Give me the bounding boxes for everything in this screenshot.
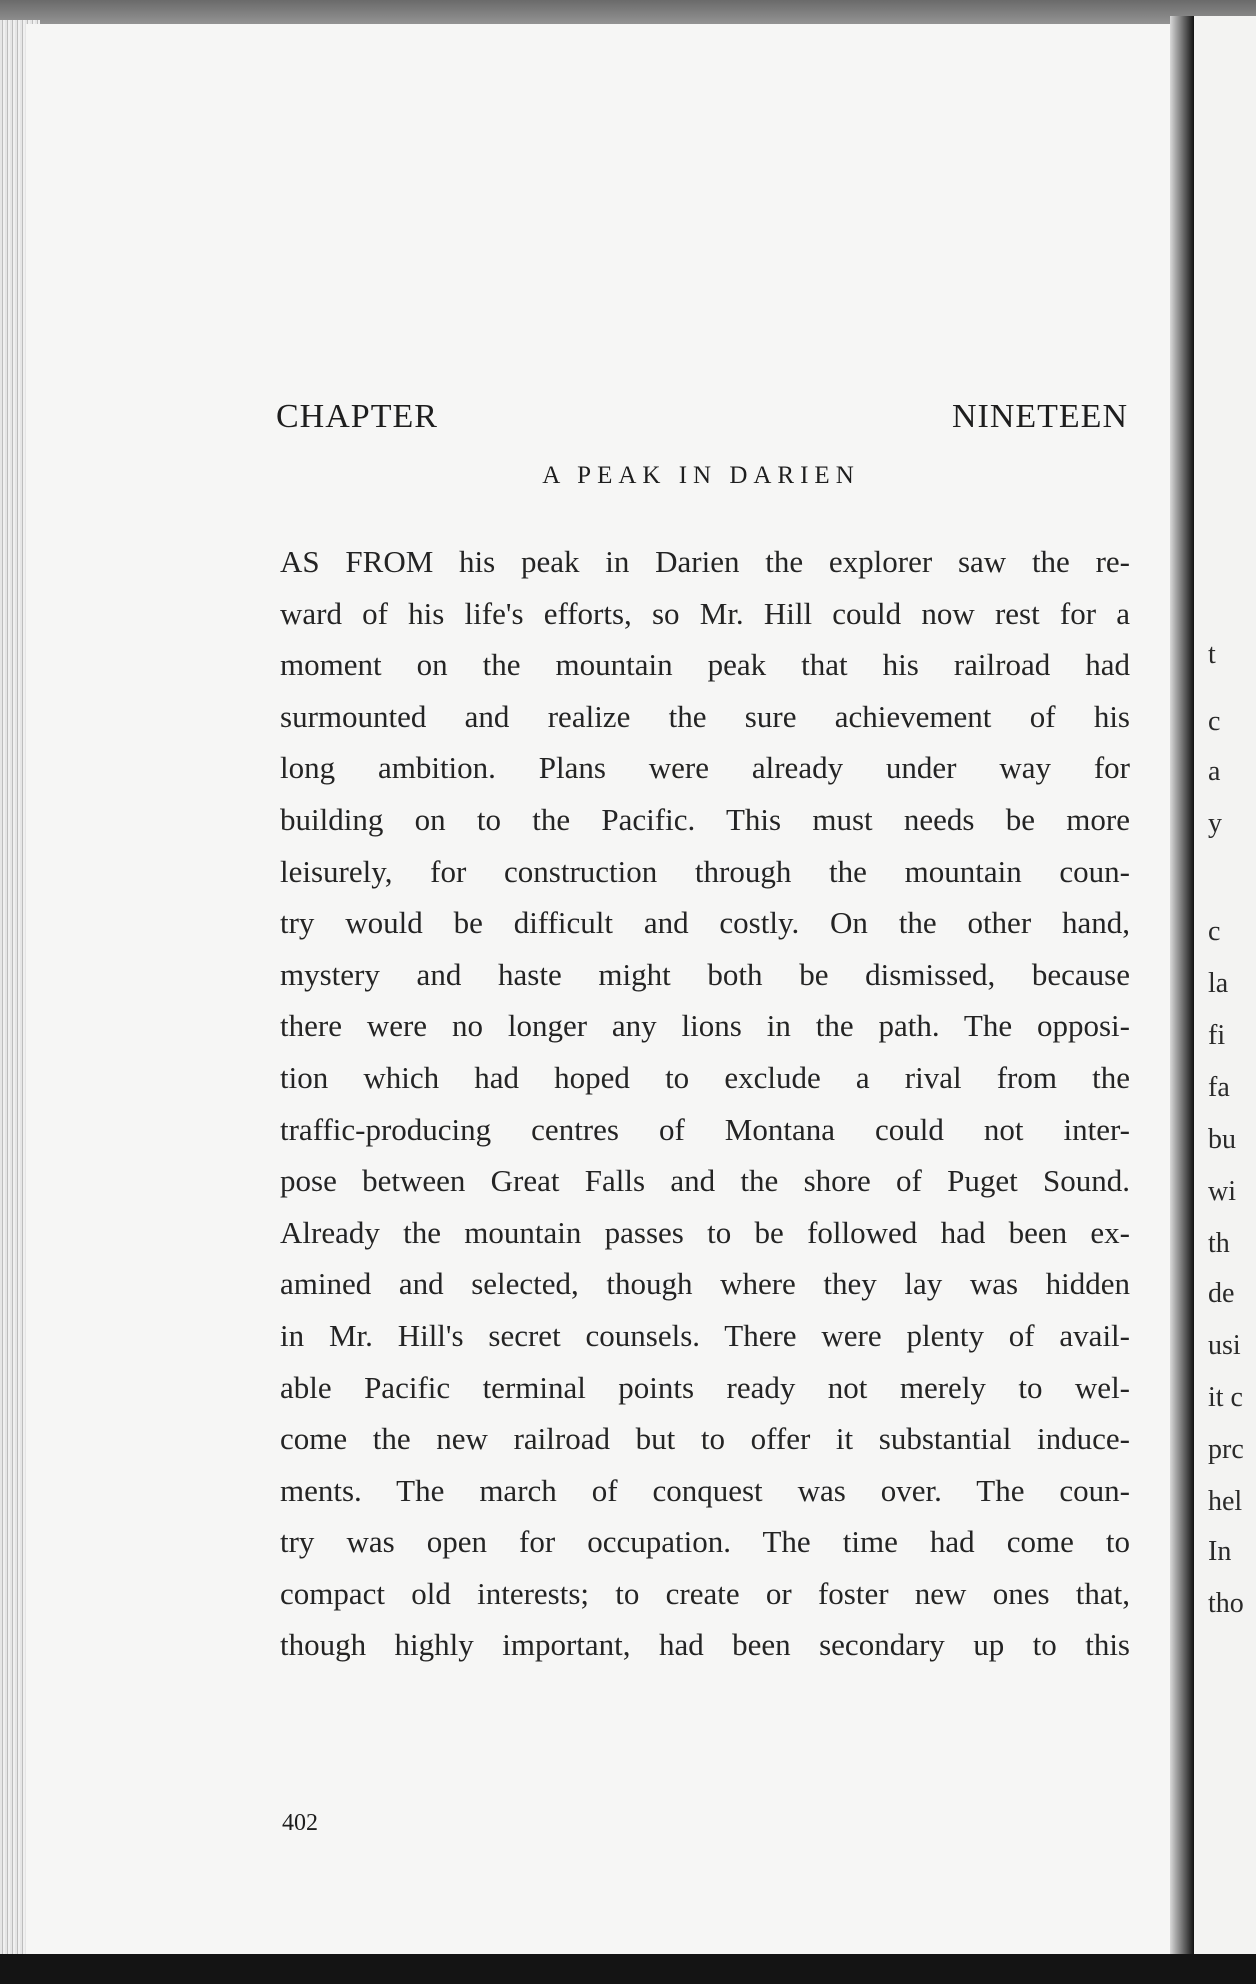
text-line: come the new railroad but to offer it substantial induce- [280, 1421, 1130, 1457]
text-line: traffic-producing centres of Montana could not inter- [280, 1111, 1130, 1147]
text-line: able Pacific terminal points ready not merely to wel- [280, 1369, 1130, 1405]
chapter-title: A PEAK IN DARIEN [542, 462, 860, 489]
facing-page-fragment: a [1208, 756, 1221, 787]
facing-page-fragment: prc [1208, 1434, 1244, 1465]
text-line: long ambition. Plans were already under way for [280, 750, 1130, 786]
facing-page-fragment: bu [1208, 1124, 1236, 1155]
text-line: Already the mountain passes to be followed had been ex- [280, 1214, 1130, 1250]
facing-page-fragment: la [1208, 968, 1229, 999]
chapter-label: CHAPTER [276, 398, 438, 435]
text-line: ward of his life's efforts, so Mr. Hill could now rest for a [280, 595, 1130, 631]
text-line: amined and selected, though where they lay was hidden [280, 1266, 1130, 1302]
text-line: there were no longer any lions in the path. The opposi- [280, 1008, 1130, 1044]
text-line: ments. The march of conquest was over. The coun- [280, 1472, 1130, 1508]
text-line: in Mr. Hill's secret counsels. There were plenty of avail- [280, 1317, 1130, 1353]
text-line: try would be difficult and costly. On the other hand, [280, 905, 1130, 941]
text-line: though highly important, had been secondary up to this [280, 1627, 1130, 1663]
facing-page-fragment: fi [1208, 1020, 1226, 1051]
text-line: leisurely, for construction through the mountain coun- [280, 853, 1130, 889]
facing-page-fragment: y [1208, 808, 1222, 839]
facing-page-fragment: c [1208, 916, 1221, 947]
chapter-number: NINETEEN [951, 398, 1128, 435]
text-line: building on to the Pacific. This must needs be more [280, 801, 1130, 837]
text-line: moment on the mountain peak that his railroad had [280, 647, 1130, 683]
page-number: 402 [282, 1810, 318, 1836]
text-line: try was open for occupation. The time had come to [280, 1524, 1130, 1560]
facing-page-fragment: th [1208, 1228, 1230, 1259]
facing-page-fragment: c [1208, 706, 1221, 737]
facing-page-fragment: wi [1208, 1176, 1236, 1207]
facing-page-fragment: tho [1208, 1588, 1244, 1619]
facing-page-fragment: it c [1208, 1382, 1243, 1413]
body-text [280, 536, 1130, 1671]
facing-page [1194, 16, 1256, 1960]
facing-page-fragment: usi [1208, 1330, 1241, 1361]
facing-page-fragment: hel [1208, 1486, 1243, 1517]
text-line: pose between Great Falls and the shore of Puget Sound. [280, 1163, 1130, 1199]
scan-bottom-edge [0, 1954, 1256, 1984]
text-line: AS FROM his peak in Darien the explorer saw the re- [280, 544, 1130, 579]
facing-page-fragment: fa [1208, 1072, 1230, 1103]
facing-page-fragment: t [1208, 639, 1216, 670]
text-line: surmounted and realize the sure achievement of his [280, 698, 1130, 734]
book-gutter [1170, 16, 1194, 1960]
facing-page-fragment: In [1208, 1536, 1232, 1567]
facing-page-fragment: de [1208, 1278, 1235, 1309]
text-line: mystery and haste might both be dismissed, because [280, 956, 1130, 992]
text-line: compact old interests; to create or foster new ones that, [280, 1575, 1130, 1611]
text-line: tion which had hoped to exclude a rival from the [280, 1059, 1130, 1095]
